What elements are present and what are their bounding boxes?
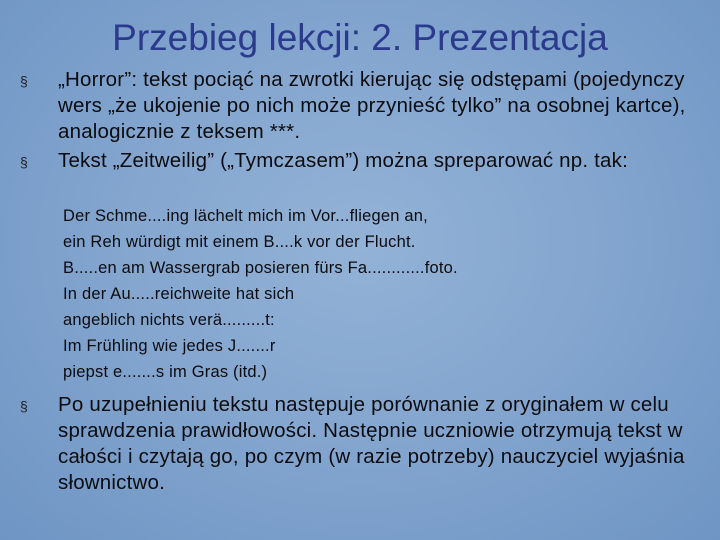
poem-line: In der Au.....reichweite hat sich: [63, 285, 295, 303]
poem-line: piepst e.......s im Gras (itd.): [63, 363, 268, 381]
bullet-text: „Horror”: tekst pociąć na zwrotki kierując się odstępami (pojedynczy wers „że ukojenie po nich może przynieść tylko” na osobnej kartce), analogicznie z teksem ***.: [58, 68, 686, 143]
bullet-text: Po uzupełnieniu tekstu następuje porównanie z oryginałem w celu sprawdzenia prawidłowości. Następnie uczniowie otrzymują tekst w całości i czytają go, po czym (w razie potrzeby) nauczyciel wyjaśnia słownictwo.: [58, 393, 685, 494]
poem-line: Im Frühling wie jedes J.......r: [63, 337, 276, 355]
poem-line: angeblich nichts verä.........t:: [63, 311, 275, 329]
bullet-marker-icon: §: [20, 398, 28, 414]
bullet-item: [20, 392, 700, 496]
slide-title: Przebieg lekcji: 2. Prezentacja: [112, 17, 608, 58]
poem-line: B.....en am Wassergrab posieren fürs Fa............foto.: [63, 259, 458, 277]
poem-excerpt: [63, 203, 663, 385]
bullet-text: Tekst „Zeitweilig” („Tymczasem”) można spreparować np. tak:: [58, 149, 629, 172]
poem-line: Der Schme....ing lächelt mich im Vor...fliegen an,: [63, 207, 428, 225]
poem-line: ein Reh würdigt mit einem B....k vor der Flucht.: [63, 233, 416, 251]
bullet-item: [20, 148, 700, 174]
bullet-item: [20, 67, 700, 145]
bullet-marker-icon: §: [20, 73, 28, 89]
bullet-marker-icon: §: [20, 154, 28, 170]
